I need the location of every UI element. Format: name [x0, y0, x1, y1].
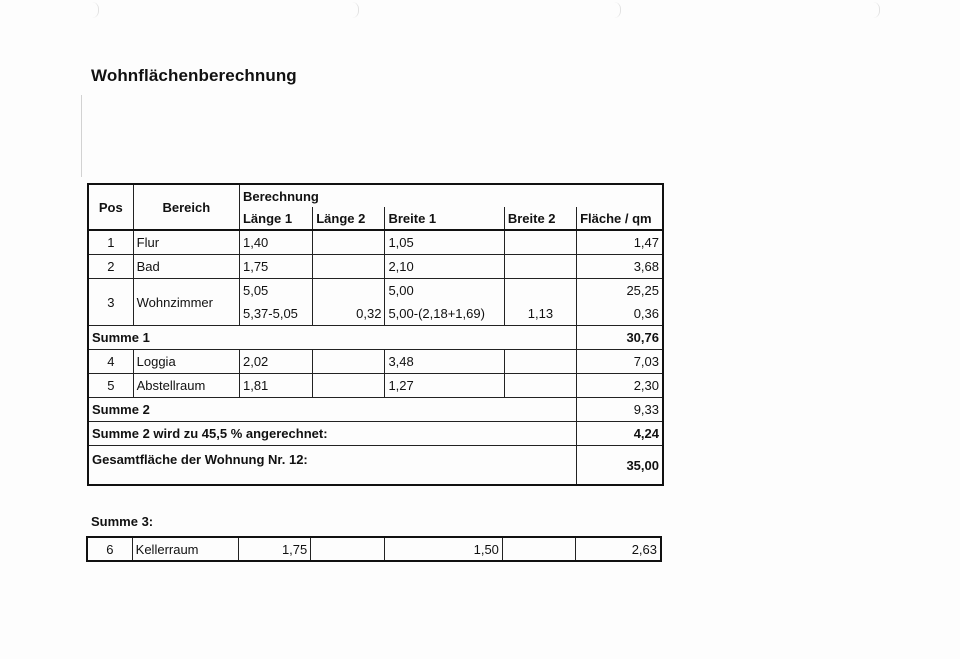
summe2-value: 9,33: [577, 398, 663, 422]
header-laenge2: Länge 2: [313, 207, 385, 230]
breite1-cell: 3,48: [385, 350, 504, 374]
laenge1-cell: 1,75: [239, 537, 311, 561]
cellar-table: [86, 536, 662, 562]
gesamt-row: [88, 446, 663, 486]
laenge1-cell: 5,37-5,05: [239, 302, 312, 326]
laenge2-cell: [313, 255, 385, 279]
table-row: [88, 374, 663, 398]
breite1-cell: 1,27: [385, 374, 504, 398]
summe2-anteil-value: 4,24: [577, 422, 663, 446]
page-title: Wohnflächenberechnung: [91, 66, 297, 85]
pos-cell: 2: [88, 255, 133, 279]
breite1-cell: 5,00-(2,18+1,69): [385, 302, 504, 326]
summe2-anteil-row: [88, 422, 663, 446]
pos-cell: 1: [88, 230, 133, 255]
header-bereich: Bereich: [133, 184, 239, 230]
laenge2-cell: [313, 350, 385, 374]
scan-mark: [352, 2, 359, 18]
header-berechnung: Berechnung: [239, 184, 663, 207]
table-row: [88, 350, 663, 374]
header-breite1: Breite 1: [385, 207, 504, 230]
scan-mark: [92, 2, 99, 18]
laenge2-cell: [313, 279, 385, 303]
bereich-cell: Kellerraum: [132, 537, 238, 561]
summe2-row: [88, 398, 663, 422]
pos-cell: 6: [87, 537, 132, 561]
laenge1-cell: 1,40: [239, 230, 312, 255]
breite1-cell: 5,00: [385, 279, 504, 303]
laenge1-cell: 2,02: [239, 350, 312, 374]
summe1-label: Summe 1: [88, 326, 577, 350]
gesamt-label: Gesamtfläche der Wohnung Nr. 12:: [88, 446, 577, 486]
table-row: [88, 279, 663, 303]
bereich-cell: Abstellraum: [133, 374, 239, 398]
pos-cell: 4: [88, 350, 133, 374]
breite2-cell: 1,13: [504, 302, 576, 326]
area-calculation-table: [87, 183, 664, 486]
breite2-cell: [504, 374, 576, 398]
laenge2-cell: [313, 230, 385, 255]
laenge1-cell: 1,75: [239, 255, 312, 279]
flaeche-cell: 1,47: [577, 230, 663, 255]
flaeche-cell: 2,63: [576, 537, 661, 561]
pos-cell: 5: [88, 374, 133, 398]
header-laenge1: Länge 1: [239, 207, 312, 230]
table-row: [88, 255, 663, 279]
breite1-cell: 2,10: [385, 255, 504, 279]
bereich-cell: Flur: [133, 230, 239, 255]
summe2-label: Summe 2: [88, 398, 577, 422]
flaeche-cell: 2,30: [577, 374, 663, 398]
pos-cell: 3: [88, 279, 133, 326]
summe1-value: 30,76: [577, 326, 663, 350]
flaeche-cell: 3,68: [577, 255, 663, 279]
summe3-label: Summe 3:: [91, 514, 154, 529]
gesamt-value: 35,00: [577, 446, 663, 486]
scan-mark: [614, 2, 621, 18]
breite2-cell: [504, 279, 576, 303]
flaeche-cell: 7,03: [577, 350, 663, 374]
laenge2-cell: [313, 374, 385, 398]
breite2-cell: [504, 230, 576, 255]
table-row: [88, 230, 663, 255]
laenge1-cell: 5,05: [239, 279, 312, 303]
breite2-cell: [502, 537, 575, 561]
breite2-cell: [504, 350, 576, 374]
flaeche-cell: 25,25: [577, 279, 663, 303]
breite1-cell: 1,05: [385, 230, 504, 255]
table-row: [87, 537, 661, 561]
bereich-cell: Loggia: [133, 350, 239, 374]
header-breite2: Breite 2: [504, 207, 576, 230]
scan-mark: [873, 2, 880, 18]
flaeche-cell: 0,36: [577, 302, 663, 326]
laenge2-cell: 0,32: [313, 302, 385, 326]
breite1-cell: 1,50: [384, 537, 502, 561]
bereich-cell: Wohnzimmer: [133, 279, 239, 326]
scan-artifact-line: [81, 95, 82, 177]
bereich-cell: Bad: [133, 255, 239, 279]
header-pos: Pos: [88, 184, 133, 230]
summe1-row: [88, 326, 663, 350]
header-flaeche: Fläche / qm: [577, 207, 663, 230]
breite2-cell: [504, 255, 576, 279]
laenge1-cell: 1,81: [239, 374, 312, 398]
summe2-anteil-label: Summe 2 wird zu 45,5 % angerechnet:: [88, 422, 577, 446]
laenge2-cell: [311, 537, 384, 561]
